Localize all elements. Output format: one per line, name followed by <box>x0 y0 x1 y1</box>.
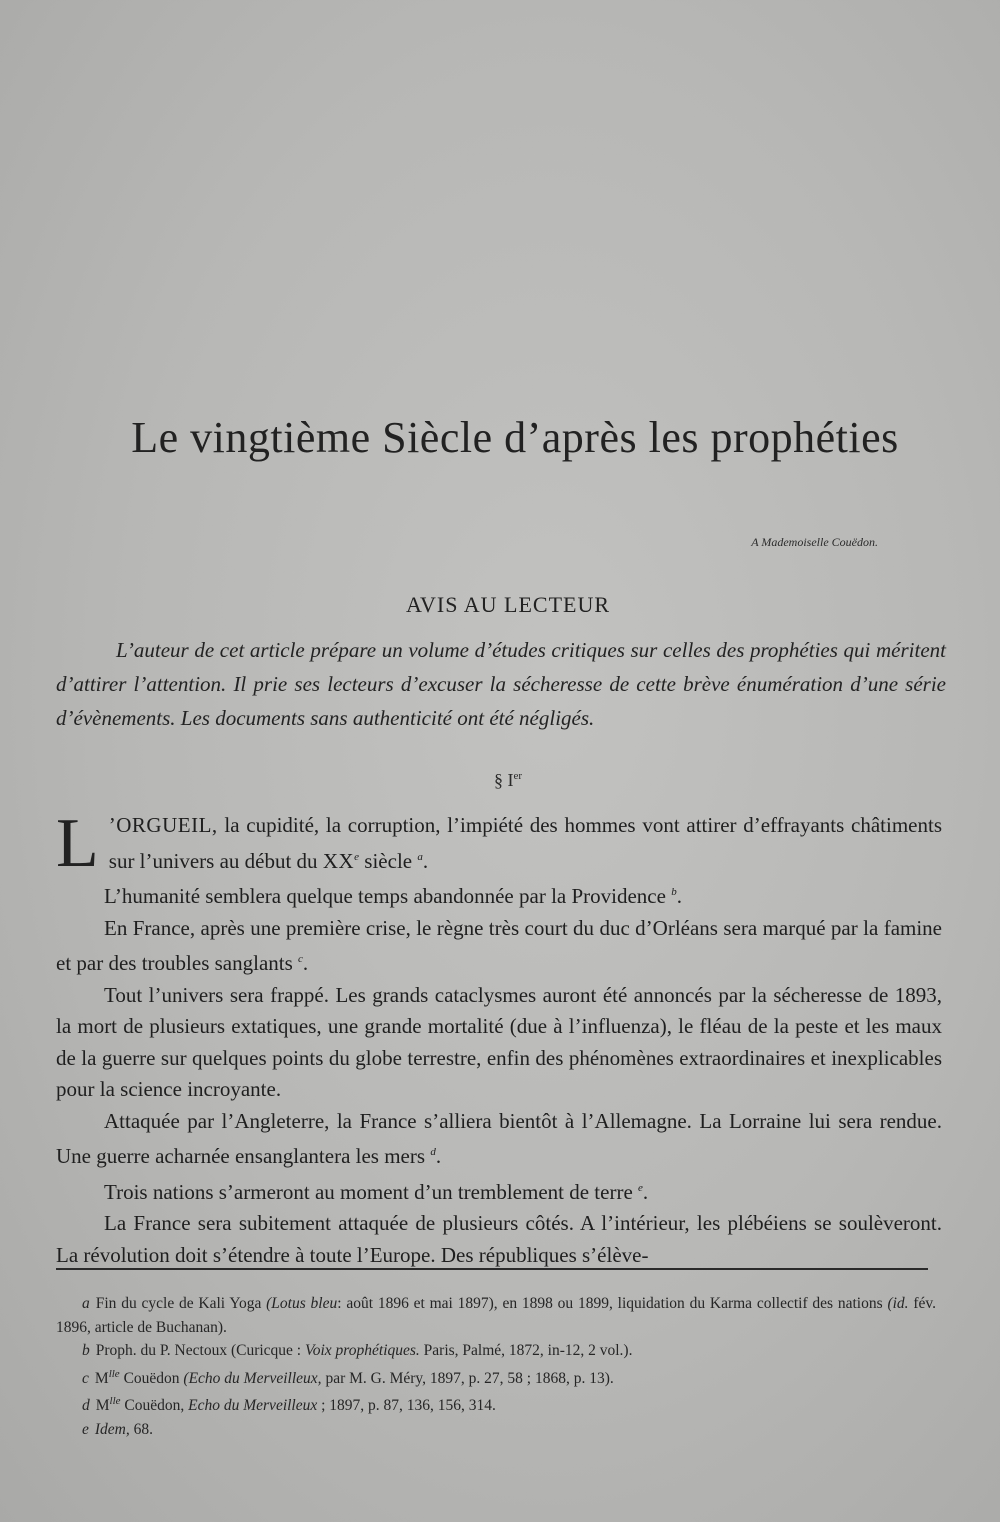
footnote-d-text-2: Couëdon, <box>120 1397 189 1415</box>
footnote-d-italic-1: Echo du Merveilleux <box>188 1397 318 1415</box>
footnote-b <box>56 1339 936 1363</box>
footnote-c-text-2: Couëdon <box>119 1369 184 1387</box>
century-numeral: XX <box>322 848 355 873</box>
paragraph-3-end: . <box>302 951 309 975</box>
footnote-a-text-1: Fin du cycle de Kali Yoga <box>95 1295 267 1312</box>
paragraph-2-end: . <box>676 884 682 908</box>
footnote-b-mark: b <box>82 1342 90 1359</box>
note-ref-c[interactable]: c <box>298 953 303 965</box>
footnote-c-italic-1: (Echo du Merveilleux, <box>183 1369 322 1387</box>
footnote-a-mark: a <box>82 1295 90 1312</box>
footnote-e <box>56 1418 936 1442</box>
footnote-d-text-1: M <box>95 1397 110 1415</box>
paragraph-1-lead: ’ORGUEIL, <box>108 813 218 837</box>
paragraph-6-end: . <box>642 1179 649 1204</box>
paragraph-5-end: . <box>435 1144 442 1168</box>
footnote-e-italic-1: Idem, <box>94 1420 130 1438</box>
footnote-a-italic-1: (Lotus bleu <box>266 1295 338 1312</box>
paragraph-3-text: En France, après une première crise, le règne très court du duc d’Orléans sera marqué par la famine et par des troubles sanglants <box>56 915 942 975</box>
paragraph-7: La France sera subitement attaquée de plusieurs côtés. A l’intérieur, les plébéiens se soulèveront. La révolution doit s’étendre à toute l’Europe. Des républiques s’élève- <box>56 1211 942 1267</box>
article-body <box>56 805 942 1271</box>
section-mark <box>0 770 1000 791</box>
note-ref-b[interactable]: b <box>671 886 677 898</box>
notice-text: L’auteur de cet article prépare un volume d’études critiques sur celles des prophéties qui méritent d’attirer l’attention. Il prie ses lecteurs d’excuser la sécheresse de cette brève énumération d’une série d’évènements. Les documents sans authenticité ont été négligés. <box>56 638 946 730</box>
paragraph-1-text: la cupidité, la corruption, l’impiété des hommes vont attirer d’effrayants châtiments sur l’univers au début du <box>108 813 942 873</box>
footnote-e-mark: e <box>82 1420 89 1438</box>
footnote-b-italic-1: Voix prophétiques. <box>304 1342 420 1359</box>
footnote-d-sup: lle <box>109 1395 121 1408</box>
footnote-a-italic-2: (id. <box>887 1295 909 1312</box>
footnote-c-mark: c <box>82 1369 89 1387</box>
footnote-b-text-2: Paris, Palmé, 1872, in-12, 2 vol.). <box>419 1342 633 1359</box>
footnote-d-mark: d <box>82 1397 90 1415</box>
footnote-a <box>56 1292 936 1339</box>
footnote-c-sup: lle <box>108 1367 120 1380</box>
section-mark-sup: er <box>513 770 523 782</box>
paragraph-4: Tout l’univers sera frappé. Les grands cataclysmes auront été annoncés par la sécheresse de 1893, la mort de plusieurs extatiques, une grande mortalité (due à l’influenza), le fléau de la peste et les maux de la guerre sur quelques points du globe terrestre, enfin des phénomènes extraordinaires et inexplicables pour la science incroyante. <box>56 982 942 1101</box>
footnote-c-text-3: par M. G. Méry, 1897, p. 27, 58 ; 1868, p. 13). <box>321 1369 614 1387</box>
footnote-a-text-3: fév. 1896, article de Buchanan). <box>56 1295 936 1336</box>
paragraph-1-end: . <box>422 848 429 873</box>
footnote-b-text-1: Proph. du P. Nectoux (Curicque : <box>95 1342 305 1359</box>
paragraph-6-text: Trois nations s’armeront au moment d’un tremblement de terre <box>104 1179 639 1204</box>
drop-cap: L <box>56 805 99 882</box>
paragraph-1 <box>56 805 942 882</box>
footnote-e-text-1: 68. <box>129 1420 154 1438</box>
footnote-c-text-1: M <box>94 1369 109 1387</box>
note-ref-d[interactable]: d <box>430 1146 436 1158</box>
footnote-c <box>56 1363 936 1391</box>
note-ref-e[interactable]: e <box>638 1181 643 1194</box>
notice-heading: AVIS AU LECTEUR <box>405 592 611 617</box>
footnote-divider <box>56 1268 928 1270</box>
footnotes <box>56 1292 936 1441</box>
paragraph-3 <box>56 913 942 980</box>
footnote-d <box>56 1390 936 1418</box>
footnote-a-text-2: : août 1896 et mai 1897), en 1898 ou 1899, liquidation du Karma collectif des nations <box>337 1295 888 1312</box>
paragraph-1-text-after: siècle <box>359 848 418 873</box>
article-title: Le vingtième Siècle d’après les prophéties <box>131 413 899 462</box>
footnote-d-text-3: ; 1897, p. 87, 136, 156, 314. <box>317 1397 496 1415</box>
note-ref-a[interactable]: a <box>417 850 423 863</box>
dedication: A Mademoiselle Couëdon. <box>751 535 878 549</box>
paragraph-2-text: L’humanité semblera quelque temps abandonnée par la Providence <box>104 884 672 908</box>
century-sup: e <box>354 850 360 863</box>
paragraph-2 <box>56 877 942 913</box>
paragraph-5-text: Attaquée par l’Angleterre, la France s’alliera bientôt à l’Allemagne. La Lorraine lui sera rendue. Une guerre acharnée ensanglantera les mers <box>56 1108 942 1168</box>
paragraph-6 <box>56 1173 942 1209</box>
section-mark-label: § I <box>493 770 514 790</box>
paragraph-5 <box>56 1106 942 1173</box>
